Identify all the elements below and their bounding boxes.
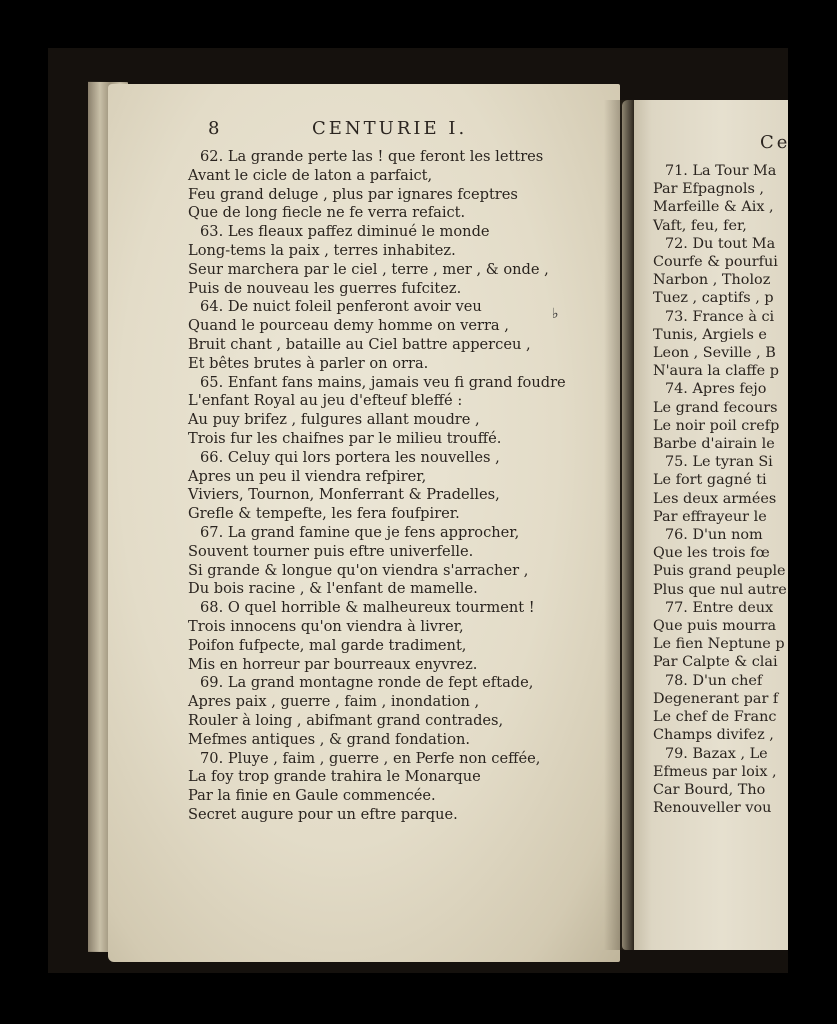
verse-line: 64. De nuict foleil penferont avoir veu bbox=[200, 298, 482, 316]
page-number: 8 bbox=[208, 118, 220, 139]
verse-line: Renouveller vou bbox=[653, 800, 772, 817]
verse-line: N'aura la claffe p bbox=[653, 363, 779, 380]
verse-line: Que de long fiecle ne fe verra refaict. bbox=[188, 204, 466, 222]
verse-line: Plus que nul autre bbox=[653, 581, 787, 598]
verse-line: Feu grand deluge , plus par ignares fceptres bbox=[188, 185, 518, 203]
verse-line: Et bêtes brutes à parler on orra. bbox=[188, 354, 429, 372]
verse-line: Tunis, Argiels e bbox=[653, 326, 767, 343]
verse-line: Par Calpte & clai bbox=[653, 654, 778, 671]
verse-line: Avant le cicle de laton a parfaict, bbox=[188, 166, 433, 184]
verse-line: Mis en horreur par bourreaux enyvrez. bbox=[188, 655, 478, 673]
verse-line: Apres paix , guerre , faim , inondation , bbox=[188, 693, 480, 711]
verse-line: Vaft, feu, fer, bbox=[653, 217, 747, 234]
verse-line: Par effrayeur le bbox=[653, 508, 767, 525]
verse-line: Marfeille & Aix , bbox=[653, 199, 774, 216]
verse-line: La foy trop grande trahira le Monarque bbox=[188, 768, 481, 786]
verse-line: Leon , Seville , B bbox=[653, 345, 776, 362]
verse-line: Le fort gagné ti bbox=[653, 472, 767, 489]
verse-line: 68. O quel horrible & malheureux tourment ! bbox=[200, 599, 535, 617]
verse-line: Degenerant par f bbox=[653, 690, 779, 707]
verse-line: Narbon , Tholoz bbox=[653, 272, 771, 289]
verse-line: 73. France à ci bbox=[665, 308, 775, 325]
verse-line: 72. Du tout Ma bbox=[665, 235, 776, 252]
verse-line: Au puy brifez , fulgures allant moudre , bbox=[188, 411, 480, 429]
verse-line: 70. Pluye , faim , guerre , en Perfe non ceffée, bbox=[200, 749, 541, 767]
verse-line: Par la finie en Gaule commencée. bbox=[188, 787, 436, 805]
right-page-text bbox=[653, 162, 813, 817]
verse-line: 67. La grand famine que je fens approcher, bbox=[200, 523, 520, 541]
verse-line: Le grand fecours bbox=[653, 399, 778, 416]
verse-line: Poifon fufpecte, mal garde tradiment, bbox=[188, 636, 467, 654]
right-running-title: Ce bbox=[760, 132, 791, 153]
verse-line: Courfe & pourfui bbox=[653, 254, 778, 271]
verse-line: Si grande & longue qu'on viendra s'arracher , bbox=[188, 561, 529, 579]
verse-line: 69. La grand montagne ronde de fept eftade, bbox=[200, 674, 534, 692]
verse-line: Apres un peu il viendra refpirer, bbox=[188, 467, 427, 485]
verse-line: Mefmes antiques , & grand fondation. bbox=[188, 730, 471, 748]
verse-line: 79. Bazax , Le bbox=[665, 745, 768, 762]
verse-line: Trois innocens qu'on viendra à livrer, bbox=[188, 617, 464, 635]
verse-line: Bruit chant , bataille au Ciel battre apperceu , bbox=[188, 335, 531, 353]
verse-line: Rouler à loing , abifmant grand contrades, bbox=[188, 711, 504, 729]
verse-line: Tuez , captifs , p bbox=[653, 290, 774, 307]
verse-line: Le noir poil crefp bbox=[653, 417, 780, 434]
verse-line: Grefle & tempefte, les fera foufpirer. bbox=[188, 505, 460, 523]
verse-line: Efmeus par loix , bbox=[653, 763, 777, 780]
running-title: CENTURIE I. bbox=[312, 118, 468, 139]
verse-line: Que les trois fœ bbox=[653, 545, 770, 562]
verse-line: Que puis mourra bbox=[653, 618, 777, 635]
verse-line: Puis grand peuple bbox=[653, 563, 786, 580]
verse-line: Le chef de Franc bbox=[653, 709, 777, 726]
verse-line: 74. Apres fejo bbox=[665, 381, 767, 398]
verse-line: 75. Le tyran Si bbox=[665, 454, 773, 471]
left-page-text bbox=[188, 148, 608, 825]
verse-line: 65. Enfant fans mains, jamais veu fi grand foudre bbox=[200, 373, 566, 391]
verse-line: Seur marchera par le ciel , terre , mer , & onde , bbox=[188, 260, 549, 278]
verse-line: 71. La Tour Ma bbox=[665, 163, 777, 179]
book-gutter bbox=[604, 100, 634, 950]
verse-line: Du bois racine , & l'enfant de mamelle. bbox=[188, 580, 478, 598]
verse-line: Barbe d'airain le bbox=[653, 436, 775, 453]
verse-line: Souvent tourner puis eftre univerfelle. bbox=[188, 542, 474, 560]
verse-line: Quand le pourceau demy homme on verra , bbox=[188, 317, 509, 335]
verse-line: 78. D'un chef bbox=[665, 672, 763, 689]
verse-line: 66. Celuy qui lors portera les nouvelles , bbox=[200, 448, 500, 466]
verse-line: Puis de nouveau les guerres fufcitez. bbox=[188, 279, 462, 297]
verse-line: Champs divifez , bbox=[653, 727, 774, 744]
verse-line: Les deux armées bbox=[653, 490, 777, 507]
verse-line: Trois fur les chaifnes par le milieu trouffé. bbox=[188, 429, 502, 447]
verse-line: Par Efpagnols , bbox=[653, 181, 764, 198]
verse-line: L'enfant Royal au jeu d'efteuf bleffé : bbox=[188, 392, 463, 410]
marginal-mark: ♭ bbox=[552, 306, 559, 322]
left-page-header bbox=[208, 118, 588, 144]
verse-line: 76. D'un nom bbox=[665, 527, 763, 544]
verse-line: Viviers, Tournon, Monferrant & Pradelles, bbox=[188, 486, 500, 504]
verse-line: 77. Entre deux bbox=[665, 599, 774, 616]
verse-line: Long-tems la paix , terres inhabitez. bbox=[188, 241, 456, 259]
verse-line: Le fien Neptune p bbox=[653, 636, 785, 653]
verse-line: Car Bourd, Tho bbox=[653, 781, 766, 798]
verse-line: Secret augure pour un eftre parque. bbox=[188, 805, 458, 823]
verse-line: 63. Les fleaux paffez diminué le monde bbox=[200, 223, 490, 241]
verse-line: 62. La grande perte las ! que feront les lettres bbox=[200, 148, 544, 165]
